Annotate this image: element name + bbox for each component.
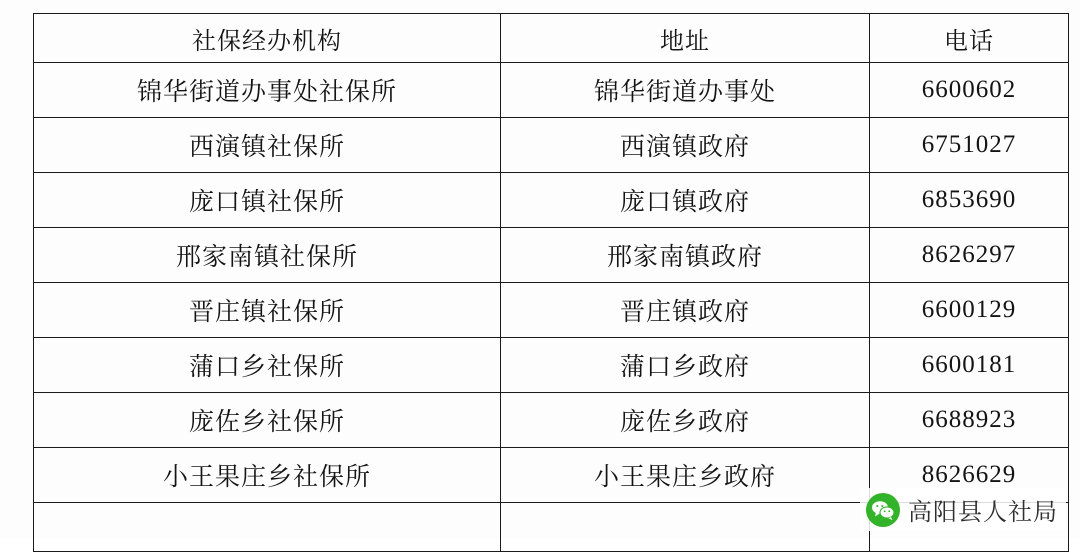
cell-organization: 晋庄镇社保所 <box>34 283 501 338</box>
watermark-label: 高阳县人社局 <box>908 500 1058 526</box>
cell-organization: 小王果庄乡社保所 <box>34 448 501 503</box>
cell-address: 庞佐乡政府 <box>501 393 870 448</box>
cell-address <box>501 503 870 552</box>
cell-address: 晋庄镇政府 <box>501 283 870 338</box>
cell-telephone: 6853690 <box>870 173 1069 228</box>
watermark <box>860 488 1066 531</box>
table-row <box>34 338 1069 393</box>
column-header-organization: 社保经办机构 <box>34 14 501 63</box>
cell-organization <box>34 503 501 552</box>
cell-address: 西演镇政府 <box>501 118 870 173</box>
cell-organization: 庞口镇社保所 <box>34 173 501 228</box>
cell-telephone: 6751027 <box>870 118 1069 173</box>
cell-organization: 蒲口乡社保所 <box>34 338 501 393</box>
cell-telephone: 8626297 <box>870 228 1069 283</box>
cell-telephone: 6600602 <box>870 63 1069 118</box>
table-row <box>34 393 1069 448</box>
table-row <box>34 283 1069 338</box>
cell-organization: 锦华街道办事处社保所 <box>34 63 501 118</box>
table-row <box>34 63 1069 118</box>
table-header-row <box>34 14 1069 63</box>
table-row <box>34 173 1069 228</box>
table-row <box>34 118 1069 173</box>
cell-organization: 邢家南镇社保所 <box>34 228 501 283</box>
cell-address: 锦华街道办事处 <box>501 63 870 118</box>
social-security-offices-table <box>33 13 1041 552</box>
cell-address: 小王果庄乡政府 <box>501 448 870 503</box>
cell-telephone: 6600181 <box>870 338 1069 393</box>
cell-organization: 西演镇社保所 <box>34 118 501 173</box>
column-header-telephone: 电话 <box>870 14 1069 63</box>
wechat-icon <box>866 493 900 527</box>
cell-address: 庞口镇政府 <box>501 173 870 228</box>
cell-telephone: 6600129 <box>870 283 1069 338</box>
cell-address: 邢家南镇政府 <box>501 228 870 283</box>
table-body <box>34 14 1069 552</box>
cell-telephone: 6688923 <box>870 393 1069 448</box>
cell-telephone: 8626629 <box>870 448 1069 503</box>
table-row <box>34 228 1069 283</box>
cell-organization: 庞佐乡社保所 <box>34 393 501 448</box>
column-header-address: 地址 <box>501 14 870 63</box>
cell-address: 蒲口乡政府 <box>501 338 870 393</box>
contact-table <box>33 13 1069 552</box>
